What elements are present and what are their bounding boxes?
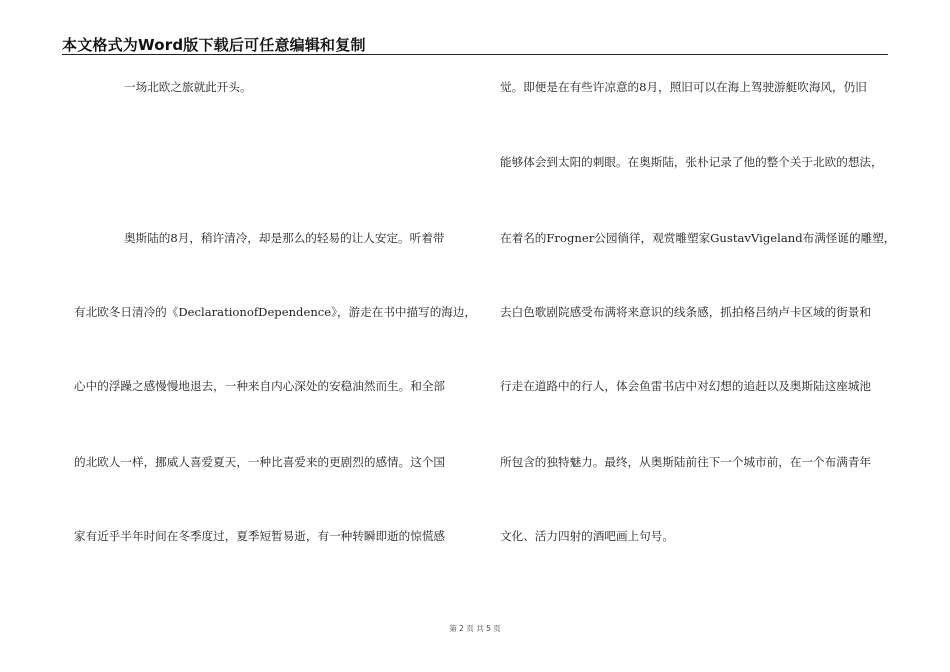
paragraph-line: 家有近乎半年时间在冬季度过，夏季短暂易逝，有一种转瞬即逝的惊慌感: [74, 529, 446, 543]
header-divider: [62, 54, 888, 55]
paragraph-line: 心中的浮躁之感慢慢地退去，一种来自内心深处的安稳油然而生。和全部: [74, 379, 446, 393]
paragraph-line: 奥斯陆的8月，稍许清冷，却是那么的轻易的让人安定。听着带: [124, 231, 445, 245]
paragraph-line: 的北欧人一样，挪威人喜爱夏天，一种比喜爱来的更剧烈的感情。这个国: [74, 455, 446, 469]
paragraph-line: 所包含的独特魅力。最终，从奥斯陆前往下一个城市前，在一个布满青年: [500, 455, 872, 469]
document-header-title: 本文格式为Word版下载后可任意编辑和复制: [62, 36, 366, 54]
paragraph-line: 文化、活力四射的酒吧画上句号。: [500, 529, 674, 543]
paragraph-line: 能够体会到太阳的刺眼。在奥斯陆，张朴记录了他的整个关于北欧的想法，: [500, 155, 883, 169]
paragraph-line: 在着名的Frogner公园徜徉，观赏雕塑家GustavVigeland布满怪诞的雕塑，: [500, 231, 896, 245]
paragraph-line: 有北欧冬日清冷的《DeclarationofDependence》，游走在书中描写的海边，: [74, 305, 477, 319]
paragraph-line: 一场北欧之旅就此开头。: [124, 80, 252, 94]
paragraph-line: 觉。即便是在有些许凉意的8月，照旧可以在海上驾驶游艇吹海风，仍旧: [500, 80, 867, 94]
page-number-footer: 第 2 页 共 5 页: [449, 624, 501, 633]
paragraph-line: 行走在道路中的行人，体会鱼雷书店中对幻想的追赶以及奥斯陆这座城池: [500, 379, 872, 393]
paragraph-line: 去白色歌剧院感受布满将来意识的线条感，抓拍格吕纳卢卡区域的街景和: [500, 305, 872, 319]
